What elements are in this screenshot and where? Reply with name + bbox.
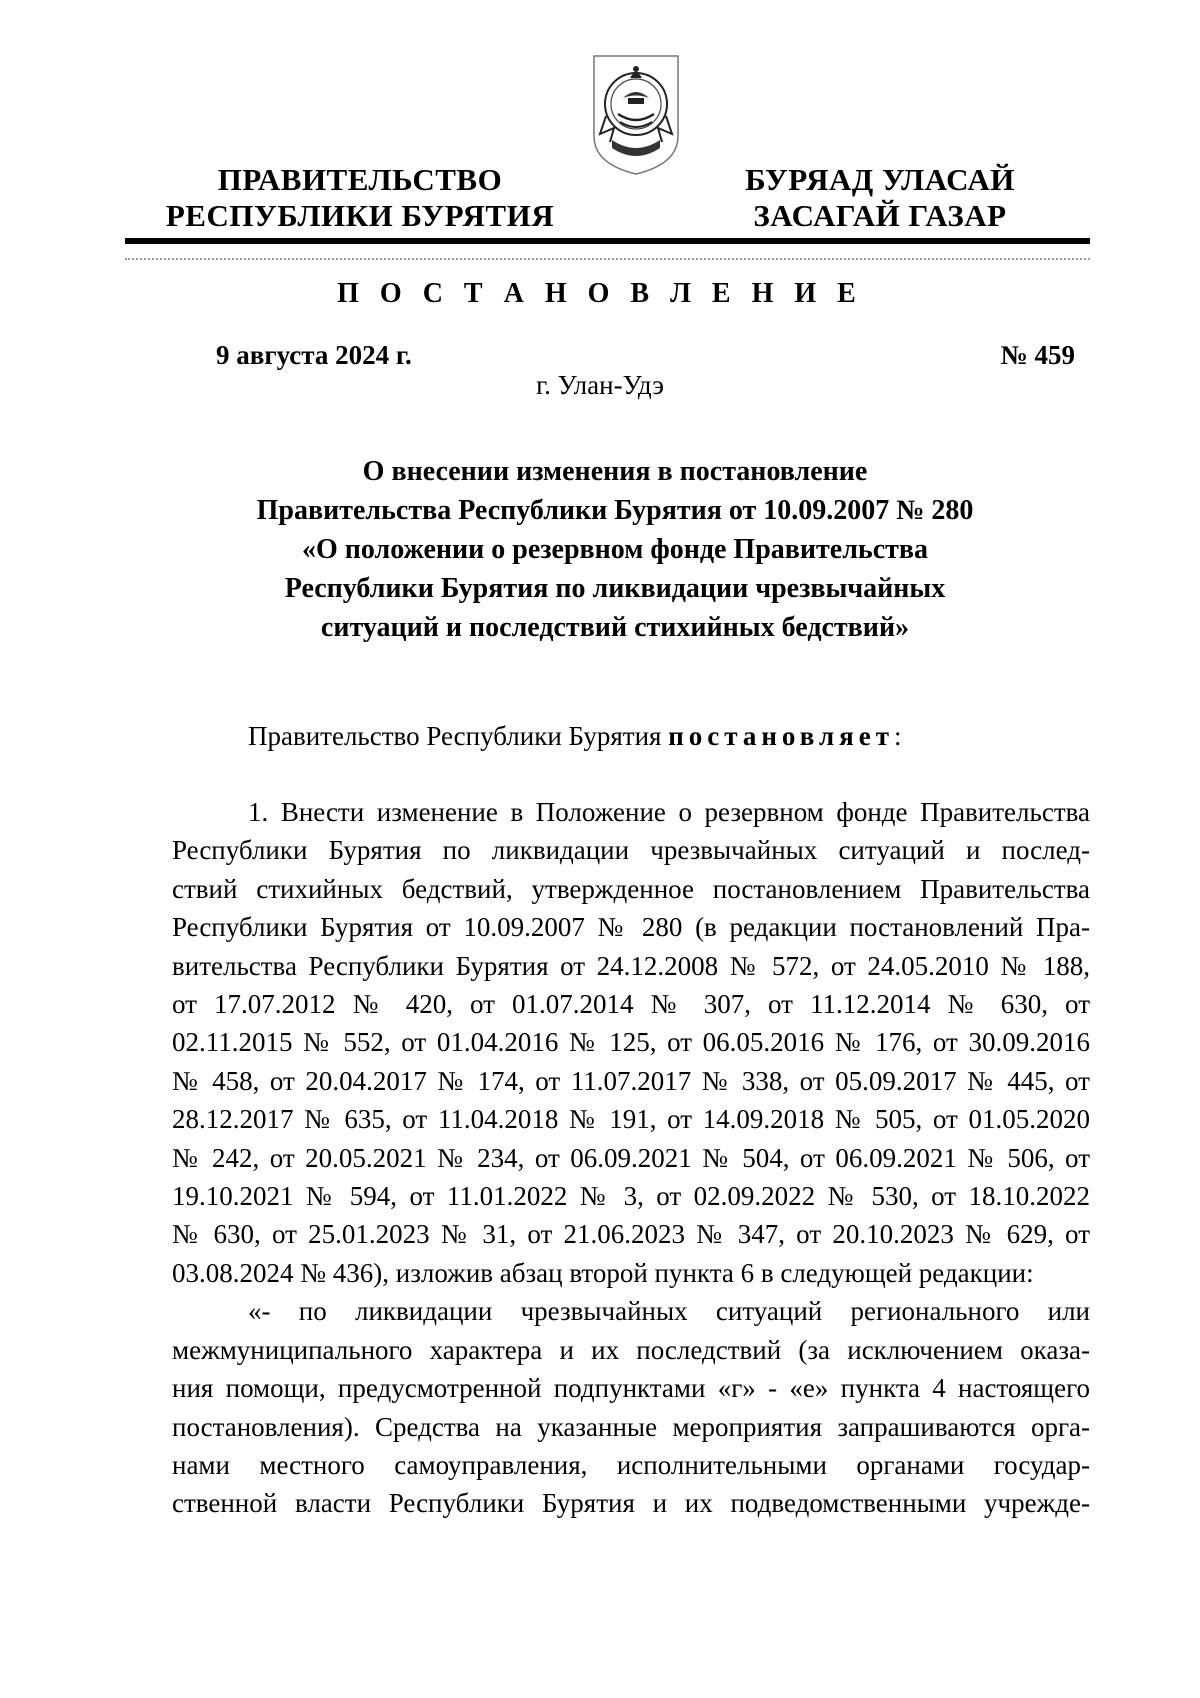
body-line: ственной власти Республики Бурятия и их подведомственными учрежде- (172, 1488, 1090, 1519)
body-line: межмуниципального характера и их последствий (за исключением оказа- (172, 1334, 1090, 1365)
paragraph-1 (172, 793, 1090, 1292)
document-date: 9 августа 2024 г. (216, 340, 412, 370)
paragraph-2 (172, 1292, 1090, 1522)
title-line: ситуаций и последствий стихийных бедствий» (320, 612, 910, 643)
body-line: 19.10.2021 № 594, от 11.01.2022 № 3, от 02.09.2022 № 530, от 18.10.2022 (172, 1181, 1090, 1212)
body-line: 1. Внести изменение в Положение о резервном фонде Правительства (248, 797, 1090, 827)
org-name-buryat (720, 162, 1040, 234)
coat-of-arms-icon (590, 52, 682, 178)
org-name-russian-line2: РЕСПУБЛИКИ БУРЯТИЯ (165, 198, 555, 233)
body-line: ния помощи, предусмотренной подпунктами «г» - «е» пункта 4 настоящего (172, 1373, 1090, 1404)
body-line: 02.11.2015 № 552, от 01.04.2016 № 125, от 06.05.2016 № 176, от 30.09.2016 (172, 1027, 1090, 1058)
title-line: О внесении изменения в постановление (362, 456, 868, 487)
body-line: № 458, от 20.04.2017 № 174, от 11.07.2017 № 338, от 05.09.2017 № 445, от (172, 1065, 1090, 1096)
title-line: Республики Бурятия по ликвидации чрезвычайных (284, 573, 946, 604)
title-line: «О положении о резервном фонде Правительства (301, 534, 929, 565)
body-line: № 630, от 25.01.2023 № 31, от 21.06.2023 № 347, от 20.10.2023 № 629, от (172, 1219, 1090, 1250)
document-city: г. Улан-Удэ (536, 370, 664, 400)
body-line: нами местного самоуправления, исполнительными органами государ- (172, 1449, 1090, 1480)
preamble-text: Правительство Республики Бурятия (248, 721, 669, 751)
body-line: № 242, от 20.05.2021 № 234, от 06.09.2021 № 504, от 06.09.2021 № 506, от (172, 1142, 1090, 1173)
document-title (150, 452, 1080, 647)
preamble-colon: : (893, 721, 902, 751)
body-line: Республики Бурятия по ликвидации чрезвычайных ситуаций и послед- (172, 835, 1090, 866)
document-type: П О С Т А Н О В Л Е Н И Е (337, 278, 863, 309)
document-number: № 459 (1000, 340, 1075, 370)
org-name-russian-line1: ПРАВИТЕЛЬСТВО (217, 162, 503, 197)
body-line: от 17.07.2012 № 420, от 01.07.2014 № 307, от 11.12.2014 № 630, от (172, 989, 1090, 1020)
org-name-buryat-line1: БУРЯАД УЛАСАЙ (745, 162, 1015, 197)
body-line: 28.12.2017 № 635, от 11.04.2018 № 191, от 14.09.2018 № 505, от 01.05.2020 (172, 1104, 1090, 1135)
title-line: Правительства Республики Бурятия от 10.09.2007 № 280 (256, 495, 974, 526)
body-line: 03.08.2024 № 436), изложив абзац второй пункта 6 в следующей редакции: (172, 1257, 1034, 1288)
preamble (248, 718, 901, 754)
org-name-buryat-line2: ЗАСАГАЙ ГАЗАР (753, 198, 1007, 233)
body-line: постановления). Средства на указанные мероприятия запрашиваются орга- (172, 1411, 1090, 1442)
org-name-russian (160, 162, 560, 234)
header-divider-thin (125, 258, 1090, 260)
body-line: «- по ликвидации чрезвычайных ситуаций регионального или (248, 1296, 1090, 1327)
preamble-decree-word: постановляет (668, 721, 894, 751)
document-body (172, 793, 1090, 1523)
header-divider-thick (125, 238, 1090, 244)
body-line: ствий стихийных бедствий, утвержденное постановлением Правительства (172, 873, 1090, 904)
body-line: Республики Бурятия от 10.09.2007 № 280 (в редакции постановлений Пра- (172, 912, 1090, 943)
body-line: вительства Республики Бурятия от 24.12.2008 № 572, от 24.05.2010 № 188, (172, 950, 1090, 981)
